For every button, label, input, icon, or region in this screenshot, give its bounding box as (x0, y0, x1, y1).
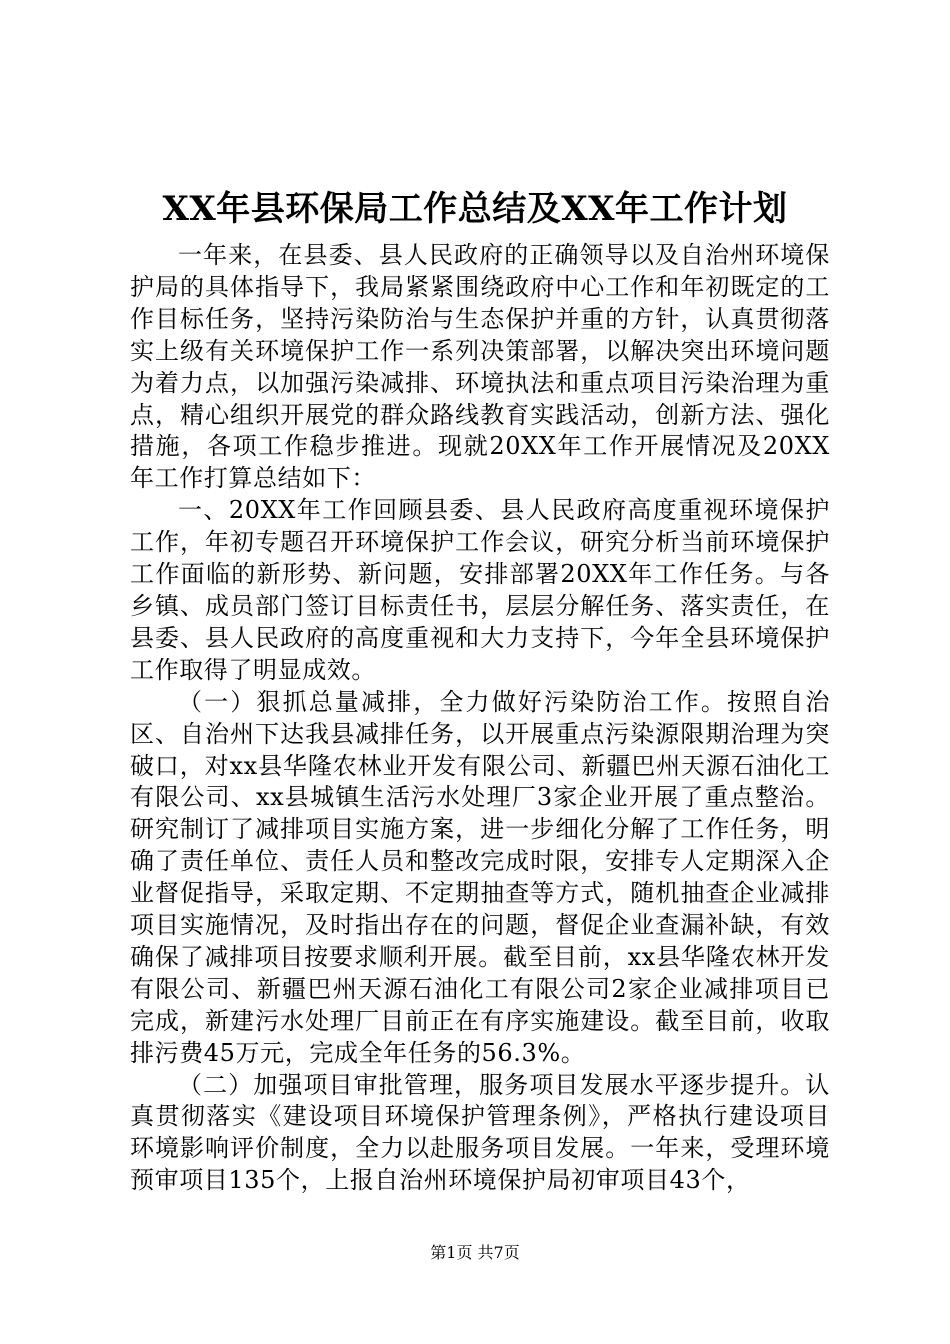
page-footer: 第1页 共7页 (430, 1243, 520, 1262)
document-title: XX年县环保局工作总结及XX年工作计划 (162, 189, 788, 229)
paragraph-intro: 一年来，在县委、县人民政府的正确领导以及自治州环境保护局的具体指导下，我局紧紧围绕政府中心工作和年初既定的工作目标任务，坚持污染防治与生态保护并重的方针，认真贯彻落实上级有关环境保护工作一系列决策部署，以解决突出环境问题为着力点，以加强污染减排、环境执法和重点项目污染治理为重点，精心组织开展党的群众路线教育实践活动，创新方法、强化措施，各项工作稳步推进。现就20XX年工作开展情况及20XX年工作打算总结如下： (130, 241, 830, 493)
paragraph-emission-reduction: （一）狠抓总量减排，全力做好污染防治工作。按照自治区、自治州下达我县减排任务，以开展重点污染源限期治理为突破口，对xx县华隆农林业开发有限公司、新疆巴州天源石油化工有限公司、xx县城镇生活污水处理厂3家企业开展了重点整治。研究制订了减排项目实施方案，进一步细化分解了工作任务，明确了责任单位、责任人员和整改完成时限，安排专人定期深入企业督促指导，采取定期、不定期抽查等方式，随机抽查企业减排项目实施情况，及时指出存在的问题，督促企业查漏补缺，有效确保了减排项目按要求顺利开展。截至目前，xx县华隆农林开发有限公司、新疆巴州天源石油化工有限公司2家企业减排项目已完成，新建污水处理厂目前正在有序实施建设。截至目前，收取排污费45万元，完成全年任务的56.3%。 (130, 687, 830, 1067)
paragraph-review: 一、20XX年工作回顾县委、县人民政府高度重视环境保护工作，年初专题召开环境保护工作会议，研究分析当前环境保护工作面临的新形势、新问题，安排部署20XX年工作任务。与各乡镇、成员部门签订目标责任书，层层分解任务、落实责任，在县委、县人民政府的高度重视和大力支持下，今年全县环境保护工作取得了明显成效。 (130, 496, 830, 684)
document-body (130, 240, 830, 1197)
paragraph-project-approval: （二）加强项目审批管理，服务项目发展水平逐步提升。认真贯彻落实《建设项目环境保护管理条例》，严格执行建设项目环境影响评价制度，全力以赴服务项目发展。一年来，受理环境预审项目135个，上报自治州环境保护局初审项目43个， (130, 1070, 830, 1195)
